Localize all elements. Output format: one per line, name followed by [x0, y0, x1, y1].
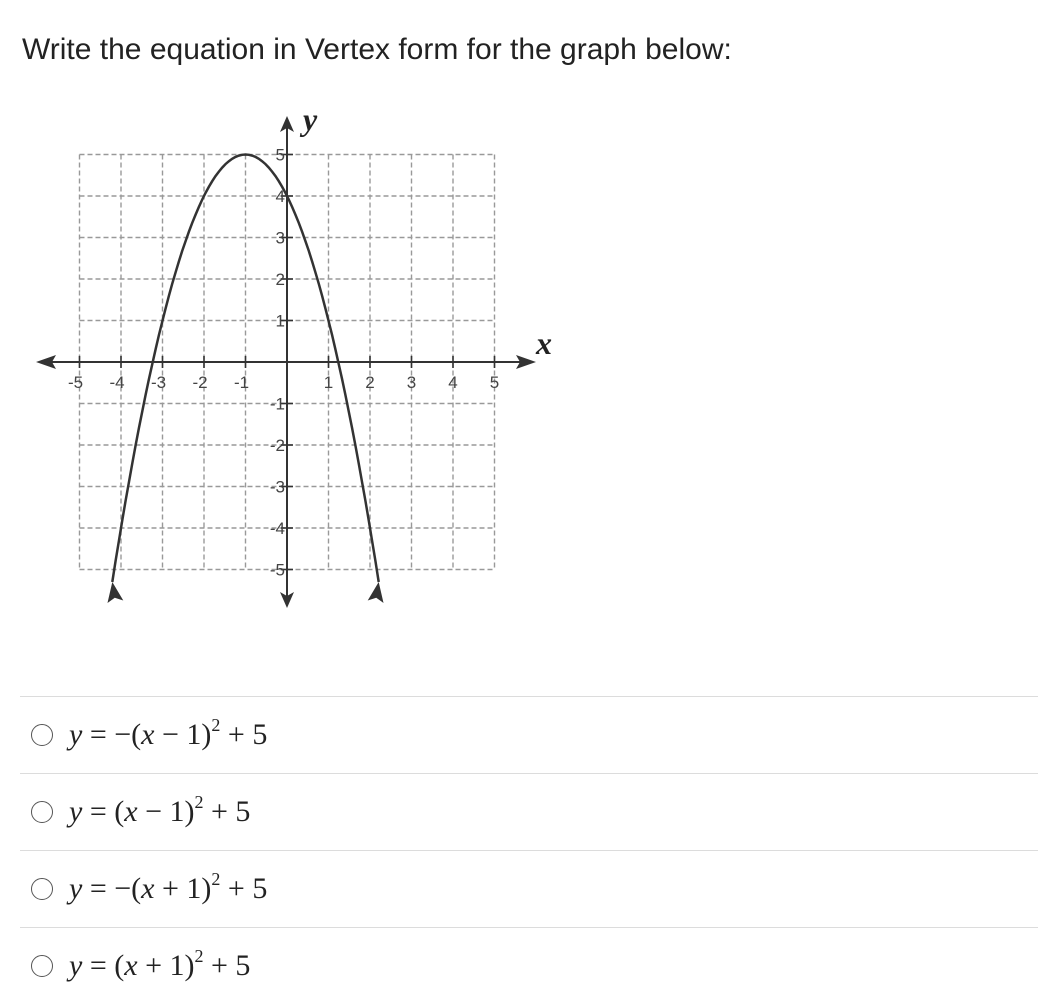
question-text: Write the equation in Vertex form for the graph below: [22, 33, 732, 66]
y-tick-label: 1 [275, 311, 285, 331]
x-tick-label: -4 [109, 373, 125, 392]
curve-arrowhead [368, 582, 384, 603]
y-tick-label: -5 [269, 560, 285, 580]
choice-2[interactable] [20, 773, 1038, 850]
choice-equation: $y = -(x - 1)^2 + 5$ [69, 715, 268, 751]
parabola-graph [30, 100, 570, 620]
y-tick-label: -2 [269, 436, 285, 455]
x-tick-label: -1 [233, 373, 250, 392]
y-axis-label: y [303, 101, 318, 137]
choice-1[interactable] [20, 696, 1038, 773]
graph-axes [36, 116, 536, 608]
radio-button[interactable] [31, 955, 53, 977]
radio-button[interactable] [31, 878, 53, 900]
x-tick-label: 3 [406, 373, 417, 392]
y-tick-label: -4 [269, 519, 285, 538]
choice-equation: $y = (x - 1)^2 + 5$ [69, 792, 251, 828]
x-tick-label: 2 [365, 373, 375, 392]
choice-4[interactable] [20, 927, 1038, 1004]
x-tick-label: -2 [192, 373, 208, 392]
choice-equation: $y = (x + 1)^2 + 5$ [69, 946, 251, 982]
choice-3[interactable] [20, 850, 1038, 927]
x-tick-label: -5 [67, 373, 84, 392]
curve-arrowhead [107, 582, 123, 603]
y-tick-label: 3 [275, 228, 285, 248]
radio-button[interactable] [31, 801, 53, 823]
y-tick-label: 4 [275, 187, 285, 206]
x-axis-label: x [536, 325, 552, 361]
y-tick-label: 5 [275, 145, 285, 165]
x-tick-label: 1 [323, 373, 334, 392]
y-tick-label: -3 [269, 477, 285, 497]
x-tick-label: 4 [448, 373, 458, 392]
choice-equation: $y = -(x + 1)^2 + 5$ [69, 869, 268, 905]
curve-arrowheads [107, 582, 383, 603]
answer-choices [0, 696, 1038, 1004]
y-tick-label: -1 [269, 394, 285, 414]
x-tick-label: 5 [489, 373, 500, 392]
x-tick-label: -3 [150, 373, 167, 392]
y-tick-label: 2 [275, 270, 285, 289]
radio-button[interactable] [31, 724, 53, 746]
